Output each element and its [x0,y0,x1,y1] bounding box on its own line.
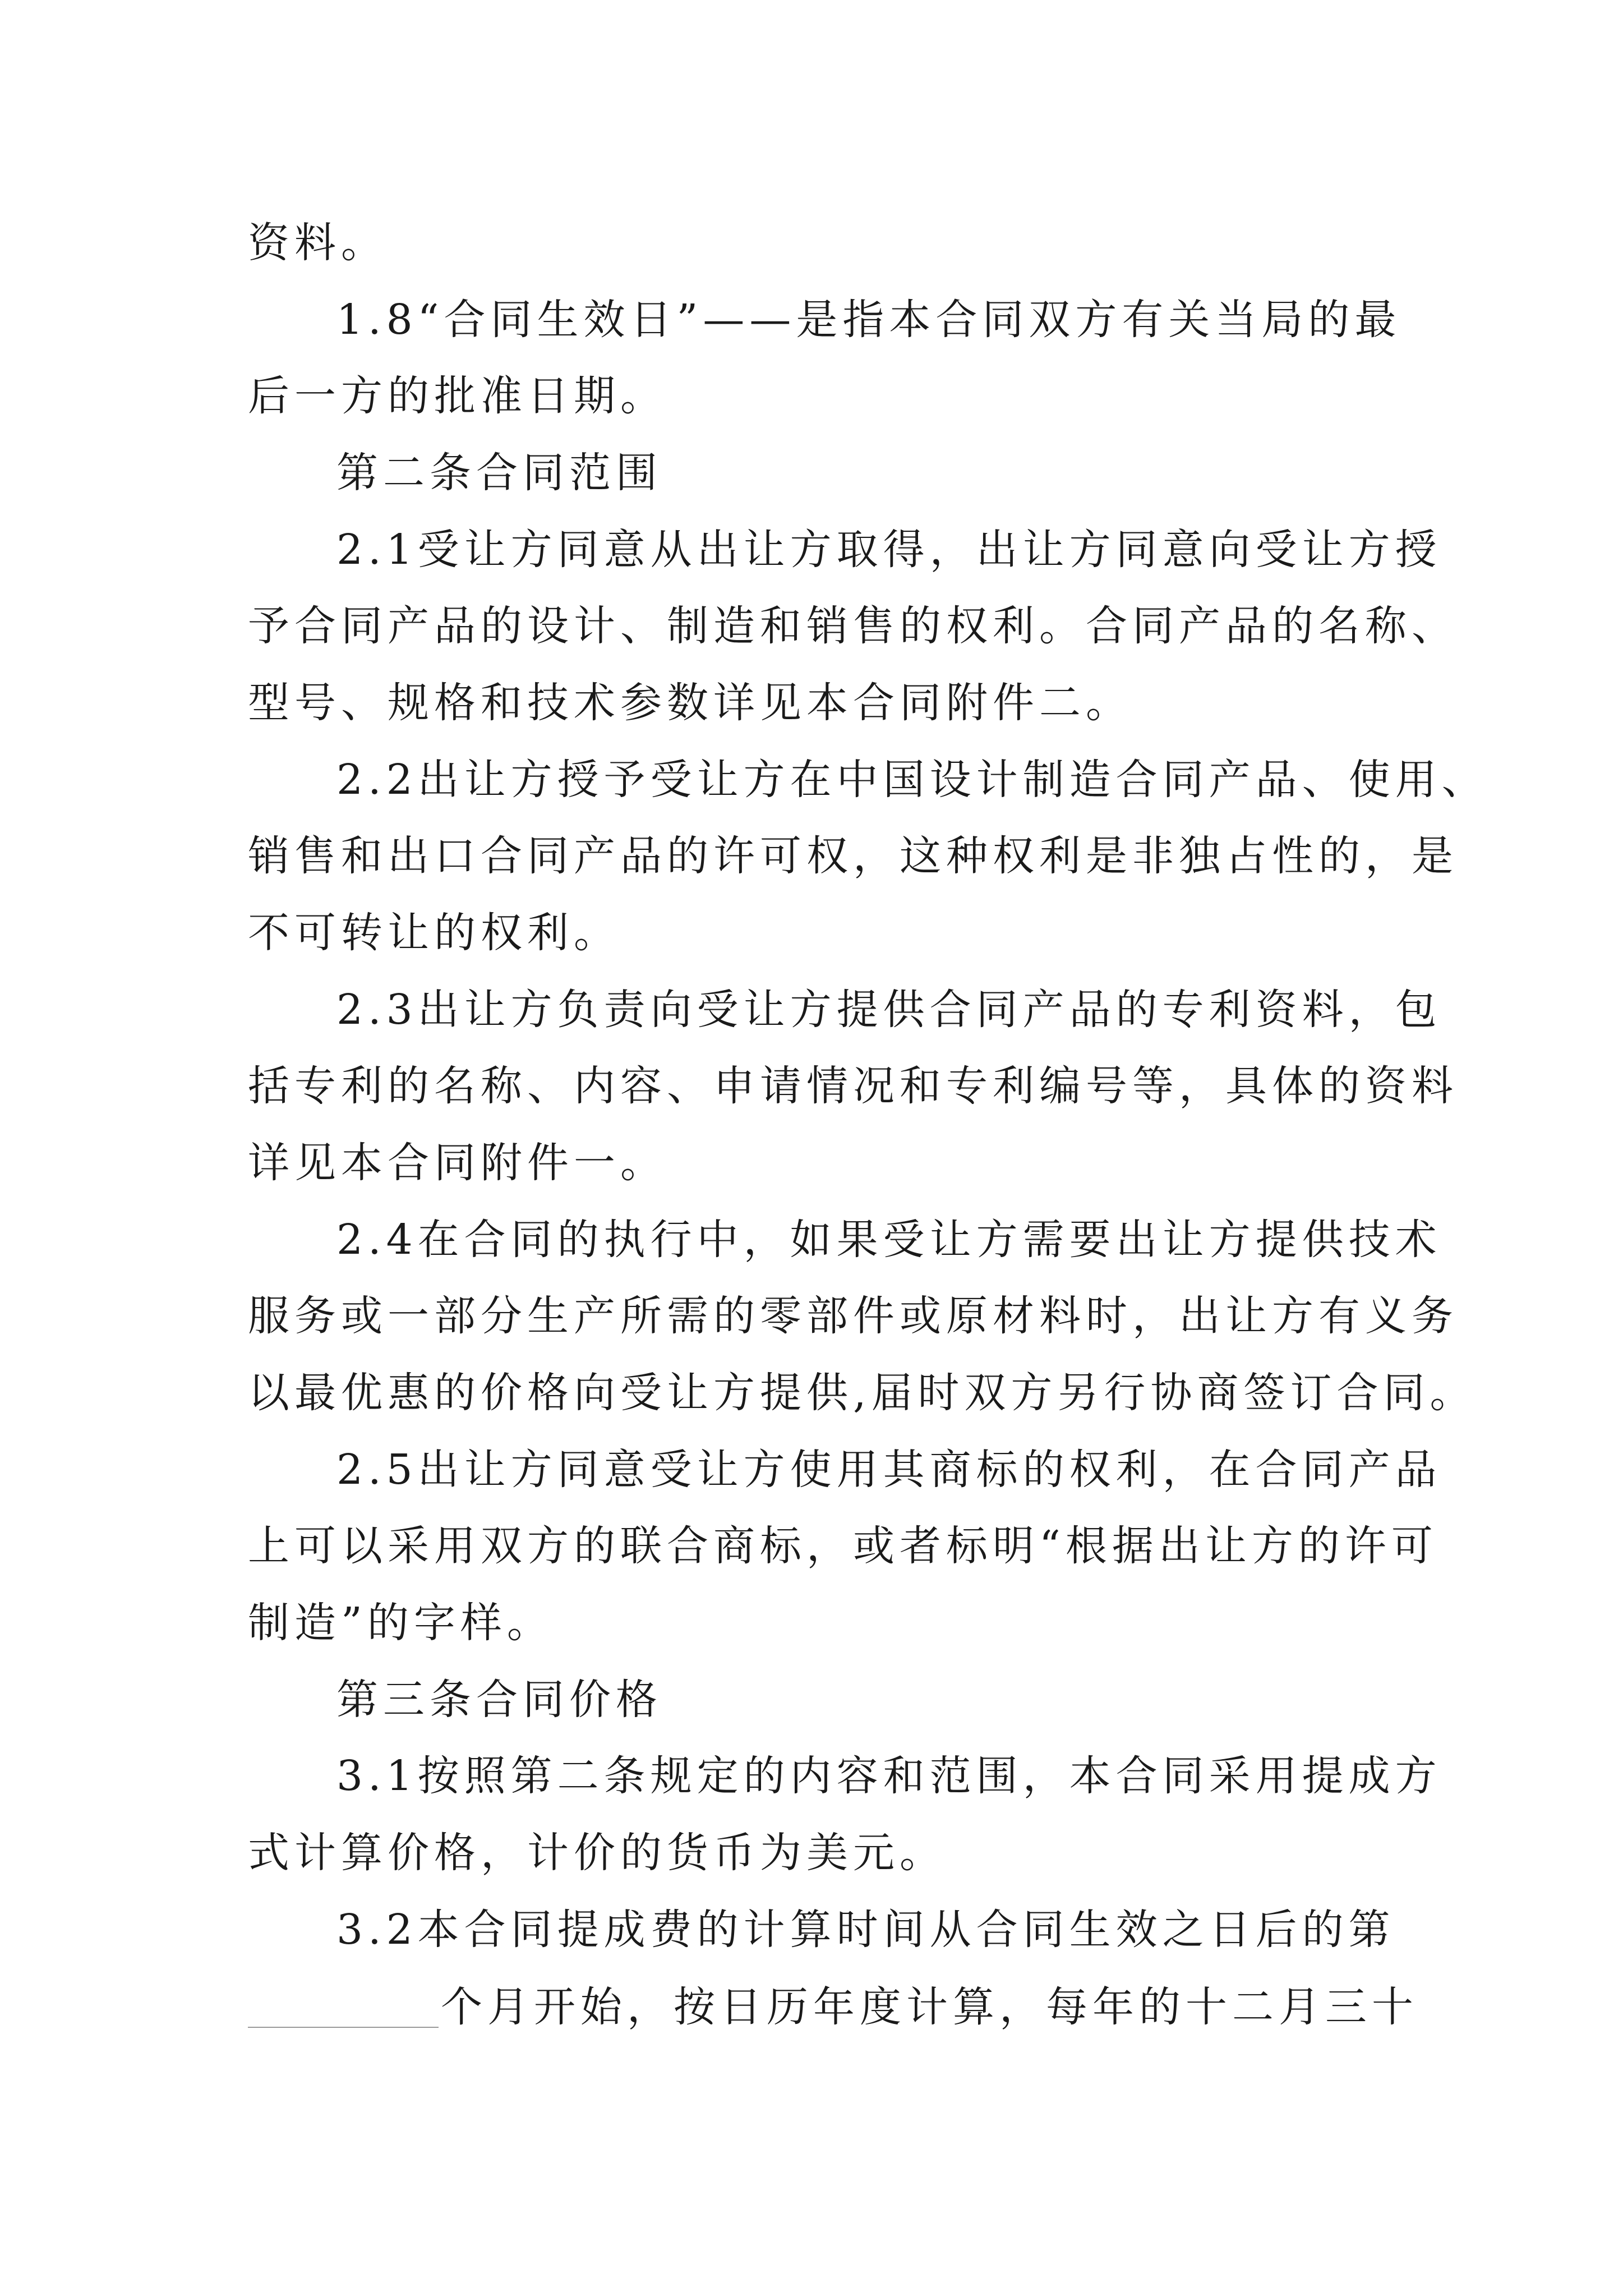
text-line: 2.5出让方同意受让方使用其商标的权利，在合同产品 [336,1446,1442,1494]
text-line: 资料。 [248,219,388,267]
text-line: 型号、规格和技术参数详见本合同附件二。 [248,679,1132,727]
text-line: 式计算价格，计价的货币为美元。 [248,1829,946,1877]
text-line: 后一方的批准日期。 [248,372,667,420]
text-line: 2.4在合同的执行中，如果受让方需要出让方提供技术 [336,1216,1442,1264]
text-line: 销售和出口合同产品的许可权，这种权利是非独占性的，是 [248,832,1458,880]
text-line: 2.1受让方同意从出让方取得，出让方同意向受让方授 [336,526,1442,574]
text-line: 3.1按照第二条规定的内容和范围，本合同采用提成方 [336,1752,1442,1800]
text-line: 详见本合同附件一。 [248,1139,667,1187]
section-heading: 第三条合同价格 [336,1676,662,1724]
text-line: 括专利的名称、内容、申请情况和专利编号等，具体的资料 [248,1062,1458,1110]
text-line-with-blank [248,1983,1418,2031]
text-line: 以最优惠的价格向受让方提供,届时双方另行协商签订合同。 [248,1369,1477,1417]
text-line: 不可转让的权利。 [248,909,620,957]
text-line: 予合同产品的设计、制造和销售的权利。合同产品的名称、 [248,602,1458,650]
text-line: 3.2本合同提成费的计算时间从合同生效之日后的第 [336,1906,1395,1954]
text-line: 制造”的字样。 [248,1599,554,1647]
text-line: 服务或一部分生产所需的零部件或原材料时，出让方有义务 [248,1292,1458,1340]
text-line: 2.2出让方授予受让方在中国设计制造合同产品、使用、 [336,756,1488,804]
text-line: 1.8“合同生效日”——是指本合同双方有关当局的最 [336,296,1401,344]
section-heading: 第二条合同范围 [336,449,662,497]
text-line-continuation: 个月开始，按日历年度计算，每年的十二月三十 [441,1983,1418,2031]
text-line: 2.3出让方负责向受让方提供合同产品的专利资料，包 [336,986,1442,1034]
fill-in-blank [248,1985,439,2028]
text-line: 上可以采用双方的联合商标，或者标明“根据出让方的许可 [248,1522,1438,1570]
